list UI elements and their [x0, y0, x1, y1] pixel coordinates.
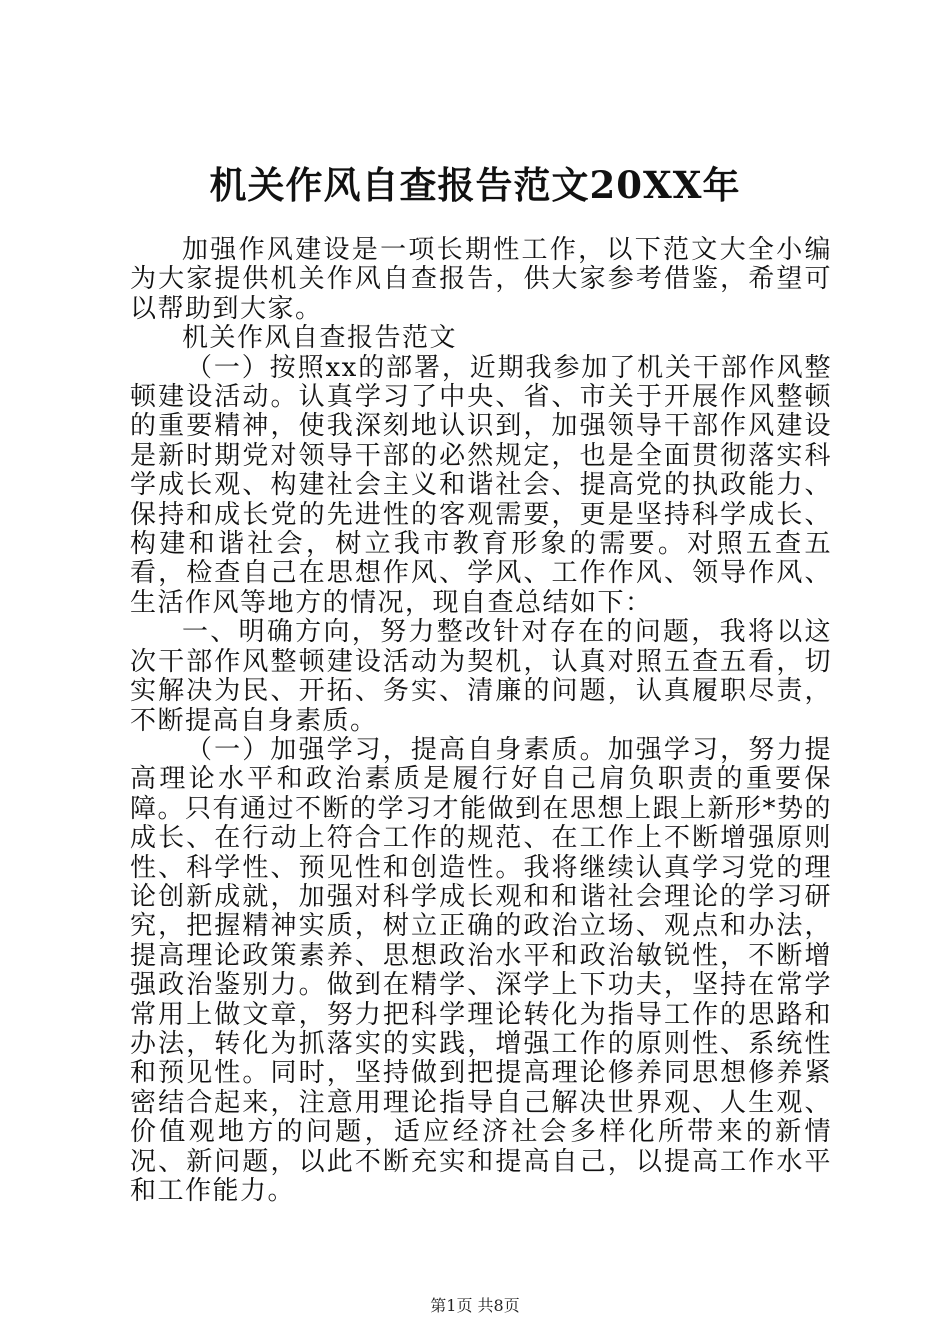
document-title: 机关作风自查报告范文20XX年 — [209, 163, 741, 207]
body-paragraph: 一、明确方向，努力整改针对存在的问题，我将以这次干部作风整顿建设活动为契机，认真对照五查五看，切实解决为民、开拓、务实、清廉的问题，认真履职尽责，不断提高自身素质。 — [130, 617, 832, 736]
intro-paragraph: 加强作风建设是一项长期性工作，以下范文大全小编为大家提供机关作风自查报告，供大家参考借鉴，希望可以帮助到大家。 — [130, 235, 832, 324]
body-paragraph: （一）加强学习，提高自身素质。加强学习，努力提高理论水平和政治素质是履行好自己肩负职责的重要保障。只有通过不断的学习才能做到在思想上跟上新形*势的成长、在行动上符合工作的规范、在工作上不断增强原则性、科学性、预见性和创造性。我将继续认真学习党的理论创新成就，加强对科学成长观和和谐社会理论的学习研究，把握精神实质，树立正确的政治立场、观点和办法，提高理论政策素养、思想政治水平和政治敏锐性，不断增强政治鉴别力。做到在精学、深学上下功夫，坚持在常学常用上做文章，努力把科学理论转化为指导工作的思路和办法，转化为抓落实的实践，增强工作的原则性、系统性和预见性。同时，坚持做到把提高理论修养同思想修养紧密结合起来，注意用理论指导自己解决世界观、人生观、价值观地方的问题，适应经济社会多样化所带来的新情况、新问题，以此不断充实和提高自己，以提高工作水平和工作能力。 — [130, 734, 833, 1206]
document-body — [130, 236, 832, 1206]
page-number-footer: 第1页 共8页 — [430, 1296, 520, 1315]
section-heading: 机关作风自查报告范文 — [182, 323, 458, 354]
body-paragraph: （一）按照xx的部署，近期我参加了机关干部作风整顿建设活动。认真学习了中央、省、市关于开展作风整顿的重要精神，使我深刻地认识到，加强领导干部作风建设是新时期党对领导干部的必然规定，也是全面贯彻落实科学成长观、构建社会主义和谐社会、提高党的执政能力、保持和成长党的先进性的客观需要，更是坚持科学成长、构建和谐社会，树立我市教育形象的需要。对照五查五看，检查自己在思想作风、学风、工作作风、领导作风、生活作风等地方的情况，现自查总结如下： — [130, 352, 832, 618]
